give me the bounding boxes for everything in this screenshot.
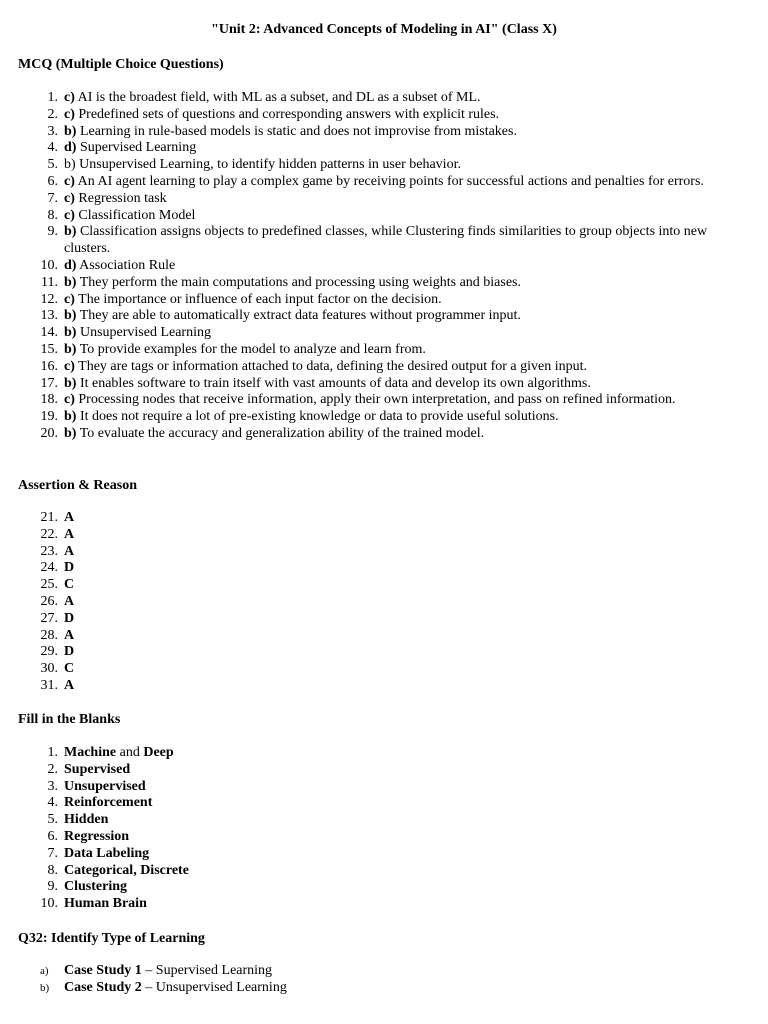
answer-option: b) bbox=[64, 308, 77, 324]
answer-text: Regression task bbox=[74, 190, 167, 206]
answer-option: c) bbox=[64, 190, 75, 206]
list-item bbox=[18, 325, 746, 342]
list-item bbox=[18, 174, 746, 191]
answer-letter: A bbox=[64, 510, 75, 525]
item-number: 28. bbox=[40, 627, 58, 643]
list-item bbox=[18, 544, 718, 561]
answer-word: Supervised bbox=[64, 761, 131, 777]
answer-word: Hidden bbox=[64, 812, 109, 828]
item-number: 3. bbox=[47, 123, 58, 139]
answer-text: It does not require a lot of pre-existing knowledge or data to provide useful solutions. bbox=[76, 409, 559, 425]
document-title: "Unit 2: Advanced Concepts of Modeling in AI" (Class X) bbox=[211, 22, 557, 37]
list-item bbox=[18, 863, 718, 880]
item-number: b) bbox=[40, 981, 50, 994]
answer-text: Processing nodes that receive information, apply their own interpretation, and pass on refined information. bbox=[74, 392, 676, 408]
answer-letter: A bbox=[64, 627, 75, 643]
list-item bbox=[18, 342, 746, 359]
list-item bbox=[18, 359, 746, 376]
answer-word: and bbox=[116, 745, 144, 760]
mcq-list bbox=[18, 90, 746, 443]
answer-word: Human Brain bbox=[64, 896, 147, 912]
answer-option: b) bbox=[64, 274, 77, 290]
list-item bbox=[18, 376, 746, 393]
answer-word: Categorical, Discrete bbox=[64, 862, 189, 878]
answer-option: b) bbox=[64, 375, 77, 391]
list-item bbox=[18, 527, 718, 544]
answer-word: Data Labeling bbox=[64, 845, 150, 861]
item-number: 7. bbox=[47, 190, 58, 206]
item-number: 24. bbox=[40, 560, 58, 576]
list-item bbox=[18, 762, 718, 779]
item-number: 20. bbox=[40, 425, 58, 441]
list-item bbox=[18, 107, 746, 124]
assertion-reason-list bbox=[18, 510, 718, 695]
answer-option: c) bbox=[64, 291, 75, 307]
answer-text: b) Unsupervised Learning, to identify hidden patterns in user behavior. bbox=[64, 157, 461, 173]
list-item bbox=[18, 392, 746, 409]
answer-letter: A bbox=[64, 526, 75, 542]
item-number: 25. bbox=[40, 577, 58, 593]
list-item bbox=[18, 745, 718, 762]
answer-word: Deep bbox=[143, 745, 174, 760]
item-number: 4. bbox=[47, 140, 58, 156]
answer-letter: C bbox=[64, 577, 75, 593]
item-number: 21. bbox=[40, 510, 58, 525]
answer-letter: A bbox=[64, 677, 75, 693]
item-number: 9. bbox=[47, 224, 58, 240]
answer-option: c) bbox=[64, 106, 75, 122]
answer-text: The importance or influence of each input factor on the decision. bbox=[74, 291, 442, 307]
item-number: 10. bbox=[40, 257, 58, 273]
answer-text: Predefined sets of questions and corresponding answers with explicit rules. bbox=[74, 106, 500, 122]
item-number: 14. bbox=[40, 325, 58, 341]
answer-option: b) bbox=[64, 341, 77, 357]
item-number: 3. bbox=[47, 778, 58, 794]
list-item bbox=[18, 963, 718, 980]
item-number: 15. bbox=[40, 341, 58, 357]
list-item bbox=[18, 426, 746, 443]
answer-word: Machine bbox=[64, 745, 117, 760]
item-number: 5. bbox=[47, 812, 58, 828]
answer-letter: C bbox=[64, 661, 75, 677]
answer-text: Supervised Learning bbox=[76, 140, 197, 156]
item-number: a) bbox=[40, 965, 49, 977]
list-item bbox=[18, 90, 746, 107]
answer-word: Reinforcement bbox=[64, 795, 153, 811]
dash: – bbox=[141, 963, 156, 978]
list-item bbox=[18, 275, 746, 292]
answer-letter: A bbox=[64, 593, 75, 609]
answer-option: b) bbox=[64, 325, 77, 341]
item-number: 16. bbox=[40, 358, 58, 374]
item-number: 6. bbox=[47, 173, 58, 189]
item-number: 29. bbox=[40, 644, 58, 660]
item-number: 1. bbox=[47, 745, 58, 760]
answer-option: b) bbox=[64, 224, 77, 240]
item-number: 11. bbox=[41, 274, 58, 290]
answer-option: c) bbox=[64, 358, 75, 374]
q32-heading: Q32: Identify Type of Learning bbox=[18, 931, 205, 946]
answer-option: b) bbox=[64, 409, 77, 425]
answer-letter: D bbox=[64, 644, 75, 660]
answer-word: Clustering bbox=[64, 879, 127, 895]
item-number: 2. bbox=[47, 761, 58, 777]
list-item bbox=[18, 896, 718, 913]
answer-text: Learning in rule-based models is static and does not improvise from mistakes. bbox=[76, 123, 517, 139]
learning-type: Supervised Learning bbox=[155, 963, 273, 978]
case-study-label: Case Study 1 bbox=[64, 963, 142, 978]
answer-text: They are tags or information attached to data, defining the desired output for a given input. bbox=[74, 358, 588, 374]
answer-letter: A bbox=[64, 543, 75, 559]
list-item bbox=[18, 795, 718, 812]
answer-option: c) bbox=[64, 173, 75, 189]
answer-text: Association Rule bbox=[76, 257, 176, 273]
answer-text: Classification Model bbox=[74, 207, 196, 223]
answer-text: AI is the broadest field, with ML as a subset, and DL as a subset of ML. bbox=[74, 90, 481, 105]
item-number: 7. bbox=[47, 845, 58, 861]
list-item bbox=[18, 292, 746, 309]
item-number: 30. bbox=[40, 661, 58, 677]
answer-option: b) bbox=[64, 123, 77, 139]
list-item bbox=[18, 140, 746, 157]
answer-option: c) bbox=[64, 207, 75, 223]
item-number: 5. bbox=[47, 157, 58, 173]
list-item bbox=[18, 611, 718, 628]
item-number: 23. bbox=[40, 543, 58, 559]
answer-text: An AI agent learning to play a complex game by receiving points for successful actions and penalties for errors. bbox=[74, 173, 704, 189]
dash: – bbox=[141, 979, 156, 995]
list-item bbox=[18, 577, 718, 594]
answer-letter: D bbox=[64, 610, 75, 626]
list-item bbox=[18, 779, 718, 796]
answer-word: Regression bbox=[64, 828, 130, 844]
list-item bbox=[18, 224, 746, 258]
list-item bbox=[18, 644, 718, 661]
item-number: 26. bbox=[40, 593, 58, 609]
mcq-heading: MCQ (Multiple Choice Questions) bbox=[18, 57, 224, 72]
item-number: 9. bbox=[47, 879, 58, 895]
item-number: 13. bbox=[40, 308, 58, 324]
list-item bbox=[18, 208, 746, 225]
case-study-label: Case Study 2 bbox=[64, 979, 142, 995]
list-item bbox=[18, 829, 718, 846]
list-item bbox=[18, 812, 718, 829]
answer-text: It enables software to train itself with vast amounts of data and develop its own algorithms. bbox=[76, 375, 591, 391]
list-item bbox=[18, 124, 746, 141]
item-number: 18. bbox=[40, 392, 58, 408]
answer-option: d) bbox=[64, 257, 77, 273]
answer-option: b) bbox=[64, 425, 77, 441]
answer-text: They are able to automatically extract data features without programmer input. bbox=[76, 308, 521, 324]
answer-text: Classification assigns objects to predefined classes, while Clustering finds similarities to group objects into new clusters. bbox=[64, 224, 708, 257]
list-item bbox=[18, 661, 718, 678]
list-item bbox=[18, 191, 746, 208]
answer-option: c) bbox=[64, 90, 75, 105]
list-item bbox=[18, 879, 718, 896]
item-number: 4. bbox=[47, 795, 58, 811]
list-item bbox=[18, 678, 718, 695]
answer-text: Unsupervised Learning bbox=[76, 325, 211, 341]
learning-type: Unsupervised Learning bbox=[155, 979, 287, 995]
list-item bbox=[18, 846, 718, 863]
fill-blanks-heading: Fill in the Blanks bbox=[18, 712, 121, 727]
list-item bbox=[18, 308, 746, 325]
item-number: 12. bbox=[40, 291, 58, 307]
item-number: 1. bbox=[47, 90, 58, 105]
answer-word: Unsupervised bbox=[64, 778, 146, 794]
item-number: 17. bbox=[40, 375, 58, 391]
item-number: 10. bbox=[40, 896, 58, 912]
list-item bbox=[18, 560, 718, 577]
item-number: 6. bbox=[47, 828, 58, 844]
fill-blanks-list bbox=[18, 745, 718, 913]
list-item bbox=[18, 258, 746, 275]
list-item bbox=[18, 510, 718, 527]
list-item bbox=[18, 409, 746, 426]
item-number: 8. bbox=[47, 862, 58, 878]
item-number: 22. bbox=[40, 526, 58, 542]
list-item bbox=[18, 594, 718, 611]
answer-text: To provide examples for the model to analyze and learn from. bbox=[76, 341, 426, 357]
item-number: 19. bbox=[40, 409, 58, 425]
answer-option: d) bbox=[64, 140, 77, 156]
item-number: 8. bbox=[47, 207, 58, 223]
answer-text: They perform the main computations and processing using weights and biases. bbox=[76, 274, 521, 290]
answer-option: c) bbox=[64, 392, 75, 408]
list-item bbox=[18, 157, 746, 174]
list-item bbox=[18, 628, 718, 645]
list-item bbox=[18, 980, 718, 997]
item-number: 27. bbox=[40, 610, 58, 626]
assertion-reason-heading: Assertion & Reason bbox=[18, 478, 137, 493]
answer-text: To evaluate the accuracy and generalization ability of the trained model. bbox=[76, 425, 485, 441]
item-number: 2. bbox=[47, 106, 58, 122]
item-number: 31. bbox=[40, 677, 58, 693]
q32-list bbox=[18, 963, 718, 997]
answer-letter: D bbox=[64, 560, 75, 576]
